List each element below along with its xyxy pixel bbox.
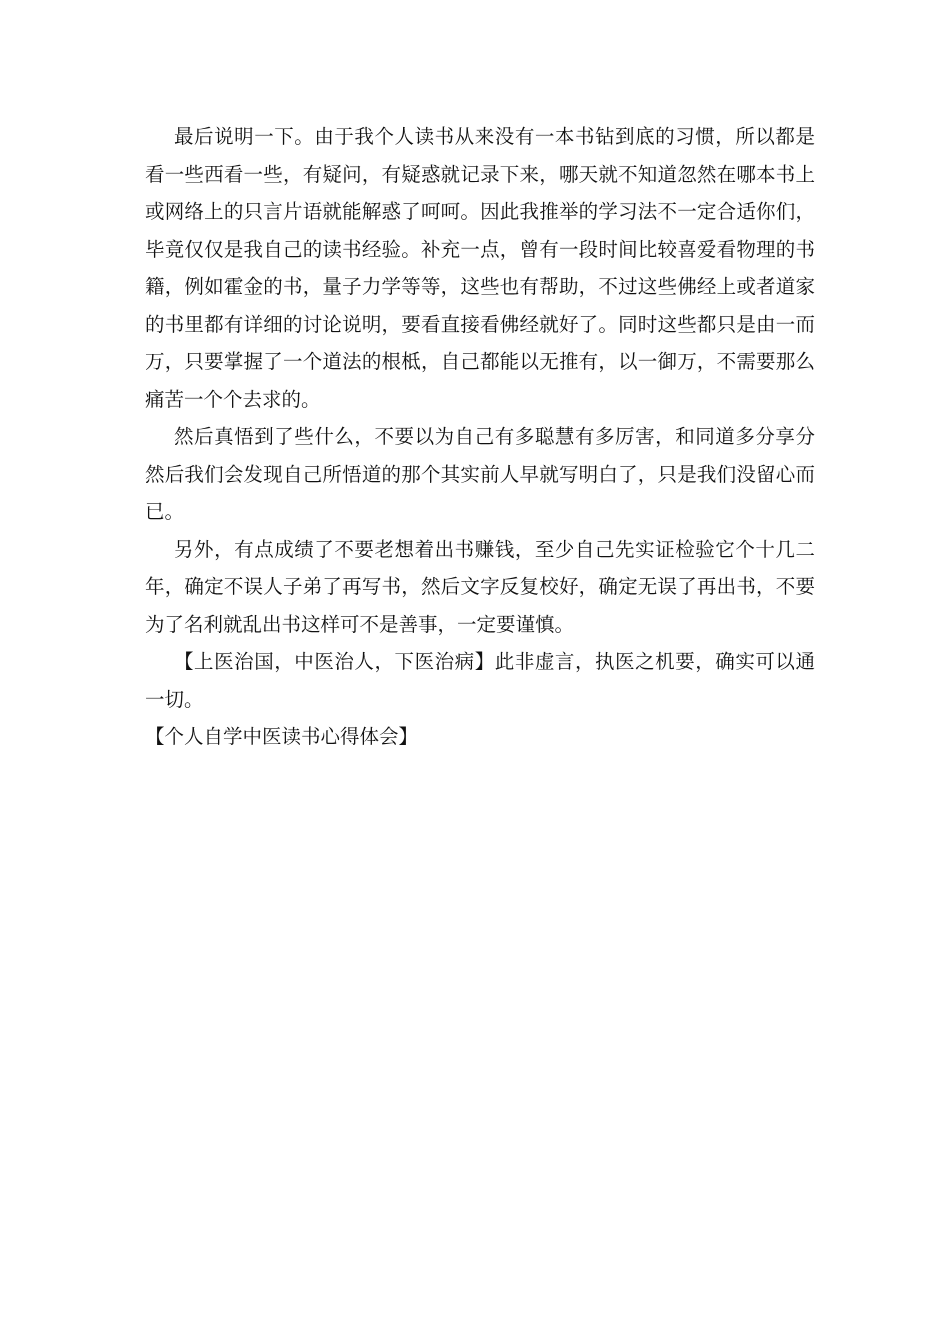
text-line: 或网络上的只言片语就能解惑了呵呵。因此我推举的学习法不一定合适你们，: [145, 200, 815, 223]
section-heading: 【个人自学中医读书心得体会】: [145, 725, 419, 748]
text-line: 【上医治国，中医治人，下医治病】此非虚言，执医之机要，确实可以通: [174, 650, 815, 673]
text-line: 的书里都有详细的讨论说明，要看直接看佛经就好了。同时这些都只是由一而: [145, 312, 815, 336]
text-line: 万，只要掌握了一个道法的根柢，自己都能以无推有，以一御万，不需要那么: [145, 350, 815, 373]
text-line: 另外，有点成绩了不要老想着出书赚钱，至少自己先实证检验它个十几二: [174, 537, 815, 561]
text-line: 然后真悟到了些什么，不要以为自己有多聪慧有多厉害，和同道多分享分: [174, 425, 815, 448]
text-line: 毕竟仅仅是我自己的读书经验。补充一点，曾有一段时间比较喜爱看物理的书: [145, 237, 815, 261]
text-line: 最后说明一下。由于我个人读书从来没有一本书钻到底的习惯，所以都是: [174, 125, 815, 148]
text-line: 已。: [145, 500, 185, 523]
text-line: 籍，例如霍金的书，量子力学等等，这些也有帮助，不过这些佛经上或者道家: [145, 275, 815, 298]
text-line: 一切。: [145, 687, 204, 711]
text-line: 年，确定不误人子弟了再写书，然后文字反复校好，确定无误了再出书，不要: [145, 575, 815, 598]
text-line: 然后我们会发现自己所悟道的那个其实前人早就写明白了，只是我们没留心而: [145, 462, 815, 486]
text-line: 痛苦一个个去求的。: [145, 387, 321, 411]
text-line: 为了名利就乱出书这样可不是善事，一定要谨慎。: [145, 612, 575, 636]
document-body: [145, 118, 815, 756]
text-line: 看一些西看一些，有疑问，有疑惑就记录下来，哪天就不知道忽然在哪本书上: [145, 162, 815, 186]
